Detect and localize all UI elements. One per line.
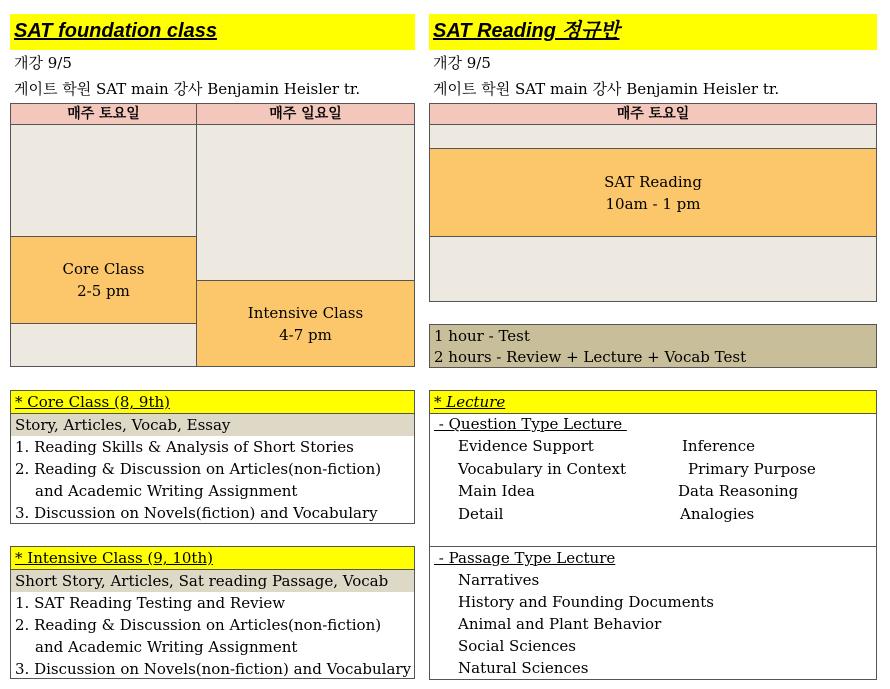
question-type-item: Analogies [680, 504, 755, 523]
right-saturday-header: 매주 토요일 [429, 103, 877, 125]
core-class-heading: * Core Class (8, 9th) [11, 391, 414, 414]
format-line-2: 2 hours - Review + Lecture + Vocab Test [434, 348, 747, 366]
saturday-empty-cell-bottom [10, 323, 197, 367]
core-class-name: Core Class [62, 260, 145, 278]
intensive-item-3: 3. Discussion on Novels(non-fiction) and Vocabulary [15, 660, 412, 678]
right-title: SAT Reading 정규반 [429, 14, 877, 50]
question-type-item: Main Idea [458, 482, 535, 500]
right-empty-cell-bottom [429, 236, 877, 302]
core-item-3: 3. Discussion on Novels(fiction) and Vocabulary [15, 504, 378, 522]
passage-type-item: History and Founding Documents [458, 593, 714, 611]
passage-type-heading: - Passage Type Lecture [434, 549, 616, 567]
question-type-item: Primary Purpose [688, 459, 816, 478]
intensive-class-time: 4-7 pm [279, 325, 332, 344]
left-title: SAT foundation class [10, 14, 415, 50]
right-opening-date: 개강 9/5 [433, 54, 491, 72]
sat-reading-time: 10am - 1 pm [605, 194, 701, 213]
core-class-cell [10, 236, 197, 324]
lecture-heading: * Lecture [430, 391, 876, 414]
format-line-1: 1 hour - Test [434, 327, 530, 345]
question-type-item: Vocabulary in Context [458, 459, 627, 478]
intensive-class-subheading: Short Story, Articles, Sat reading Passage, Vocab [11, 570, 414, 592]
sat-reading-name: SAT Reading [604, 172, 702, 191]
question-types-right [678, 435, 868, 525]
question-type-item: Evidence Support [458, 437, 594, 455]
sunday-header: 매주 일요일 [196, 103, 415, 125]
intensive-class-cell [196, 280, 415, 367]
saturday-empty-cell [10, 124, 197, 237]
intensive-class-name: Intensive Class [247, 303, 364, 322]
format-box [429, 324, 877, 368]
intensive-class-heading: * Intensive Class (9, 10th) [11, 547, 414, 570]
core-class-box [10, 390, 415, 524]
core-class-subheading: Story, Articles, Vocab, Essay [11, 414, 414, 436]
left-instructor: 게이트 학원 SAT main 강사 Benjamin Heisler tr. [14, 80, 361, 98]
intensive-item-1: 1. SAT Reading Testing and Review [15, 594, 286, 612]
passage-types-list [458, 569, 858, 679]
question-type-item: Inference [682, 437, 756, 455]
question-types-left [458, 435, 658, 525]
passage-type-item: Animal and Plant Behavior [458, 615, 662, 633]
question-type-heading: - Question Type Lecture [434, 415, 627, 433]
intensive-class-box [10, 546, 415, 679]
passage-type-item: Social Sciences [458, 637, 577, 655]
right-empty-cell-top [429, 124, 877, 149]
sunday-empty-cell [196, 124, 415, 281]
lecture-box [429, 390, 877, 680]
question-type-item: Detail [458, 504, 504, 523]
question-type-item: Data Reasoning [678, 482, 799, 500]
right-instructor: 게이트 학원 SAT main 강사 Benjamin Heisler tr. [433, 80, 780, 98]
left-opening-date: 개강 9/5 [14, 54, 72, 72]
passage-type-item: Natural Sciences [458, 659, 589, 677]
saturday-header: 매주 토요일 [10, 103, 197, 125]
sat-reading-cell [429, 148, 877, 237]
core-item-1: 1. Reading Skills & Analysis of Short Stories [15, 438, 354, 456]
core-class-time: 2-5 pm [77, 282, 130, 300]
passage-type-item: Narratives [458, 571, 540, 589]
intensive-item-2: 2. Reading & Discussion on Articles(non-fiction) and Academic Writing Assignment [15, 616, 382, 656]
core-item-2: 2. Reading & Discussion on Articles(non-fiction) and Academic Writing Assignment [15, 460, 382, 500]
